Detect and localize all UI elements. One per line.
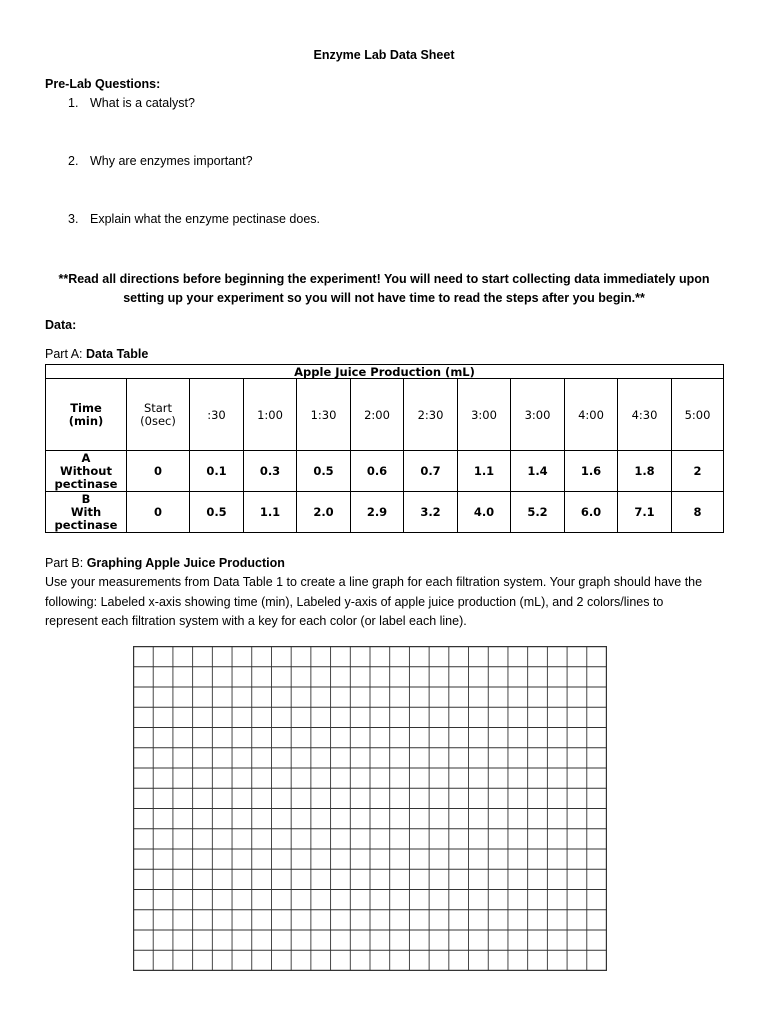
- table-cell: 1.6: [565, 451, 618, 492]
- part-b-heading: [45, 556, 285, 570]
- start-sub: (0sec): [140, 413, 176, 428]
- time-label-cell: [46, 379, 127, 451]
- table-cell: 1.4: [511, 451, 565, 492]
- graph-paper[interactable]: [133, 646, 607, 971]
- part-b-instructions: [45, 573, 725, 632]
- table-cell: 2.9: [351, 492, 404, 533]
- time-unit: (min): [68, 413, 104, 428]
- table-cell: 0.7: [404, 451, 458, 492]
- page-title: Enzyme Lab Data Sheet: [313, 48, 455, 62]
- table-cell: 7.1: [618, 492, 672, 533]
- part-b-line-1: Use your measurements from Data Table 1 to create a line graph for each filtration system. Your graph should have the: [45, 575, 703, 589]
- table-cell: 0.1: [190, 451, 244, 492]
- data-heading: Data:: [45, 318, 77, 332]
- question-text: What is a catalyst?: [90, 96, 195, 110]
- question-number: 3.: [68, 212, 79, 226]
- table-cell: 0.5: [190, 492, 244, 533]
- row-b-label: [46, 492, 127, 533]
- table-cell: 4.0: [458, 492, 511, 533]
- question-text: Explain what the enzyme pectinase does.: [90, 212, 320, 226]
- table-caption: Apple Juice Production (mL): [46, 365, 724, 379]
- time-header: 1:30: [297, 379, 351, 451]
- time-header: 4:00: [565, 379, 618, 451]
- start-cell: [127, 379, 190, 451]
- table-cell: 6.0: [565, 492, 618, 533]
- table-cell: 0.6: [351, 451, 404, 492]
- question-number: 1.: [68, 96, 79, 110]
- row-a-desc-2: pectinase: [54, 476, 118, 491]
- time-header: 1:00: [244, 379, 297, 451]
- note-line-2: setting up your experiment so you will not have time to read the steps after you begin.**: [123, 291, 645, 305]
- table-cell: 5.2: [511, 492, 565, 533]
- data-table: [45, 364, 724, 533]
- row-b-desc-1: With: [70, 504, 102, 519]
- row-b-desc-2: pectinase: [54, 517, 118, 532]
- table-cell: 0.3: [244, 451, 297, 492]
- table-cell: 3.2: [404, 492, 458, 533]
- part-a-prefix: Part A:: [45, 347, 86, 361]
- note-line-1: **Read all directions before beginning the experiment! You will need to start collecting data immediately upon: [58, 272, 710, 286]
- table-row-b: [46, 492, 724, 533]
- table-cell: 1.8: [618, 451, 672, 492]
- table-row-a: [46, 451, 724, 492]
- row-a-label: [46, 451, 127, 492]
- prelab-heading: Pre-Lab Questions:: [45, 77, 161, 91]
- table-cell: 8: [672, 492, 724, 533]
- part-a-heading: [45, 347, 148, 361]
- time-header: :30: [190, 379, 244, 451]
- time-header: 3:00: [511, 379, 565, 451]
- row-a-desc-1: Without: [60, 463, 112, 478]
- prelab-question-3: [68, 212, 320, 226]
- time-header: 4:30: [618, 379, 672, 451]
- table-cell: 1.1: [244, 492, 297, 533]
- table-cell: 0: [127, 451, 190, 492]
- table-header-row: [46, 379, 724, 451]
- part-b-line-2: following: Labeled x-axis showing time (min), Labeled y-axis of apple juice production (mL), and 2 colors/lines to: [45, 594, 664, 609]
- question-number: 2.: [68, 154, 79, 168]
- prelab-question-2: [68, 154, 253, 168]
- instruction-note: [45, 270, 723, 308]
- row-a-letter: A: [81, 450, 91, 465]
- table-cell: 0: [127, 492, 190, 533]
- time-label: Time: [70, 400, 102, 415]
- part-a-title: Data Table: [86, 347, 149, 361]
- table-cell: 1.1: [458, 451, 511, 492]
- table-cell: 0.5: [297, 451, 351, 492]
- part-b-prefix: Part B:: [45, 556, 87, 570]
- row-b-letter: B: [81, 491, 91, 506]
- part-b-title: Graphing Apple Juice Production: [86, 556, 285, 570]
- time-header: 5:00: [672, 379, 724, 451]
- table-cell: 2.0: [297, 492, 351, 533]
- part-b-line-3: represent each filtration system with a key for each color (or label each line).: [45, 614, 467, 628]
- time-header: 2:00: [351, 379, 404, 451]
- time-header: 2:30: [404, 379, 458, 451]
- start-label: Start: [143, 400, 173, 415]
- time-header: 3:00: [458, 379, 511, 451]
- table-cell: 2: [672, 451, 724, 492]
- prelab-question-1: [68, 96, 195, 110]
- question-text: Why are enzymes important?: [90, 154, 253, 168]
